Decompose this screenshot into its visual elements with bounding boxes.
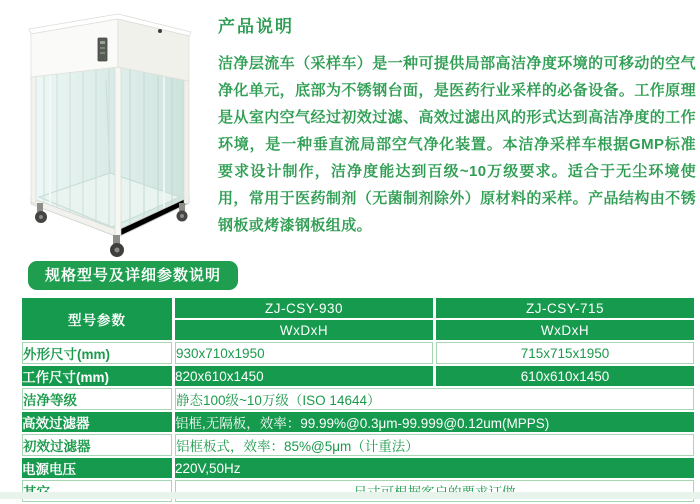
row-value: 铝框,无隔板，效率：99.99%@0.3μm-99.999@0.12um(MPPS) <box>175 412 694 432</box>
row-value: 铝框板式，效率：85%@5μm（计重法） <box>175 434 694 456</box>
row-label: 工作尺寸(mm) <box>22 366 172 386</box>
row-label: 外形尺寸(mm) <box>22 342 172 364</box>
table-row <box>22 458 694 478</box>
table-row <box>22 388 694 410</box>
row-value: 820x610x1450 <box>175 366 433 386</box>
model-header: ZJ-CSY-715 <box>436 298 694 318</box>
clean-cart-illustration <box>12 5 208 265</box>
row-value: 930x710x1950 <box>175 342 433 364</box>
product-photo <box>12 5 208 265</box>
row-value: 220V,50Hz <box>175 458 694 478</box>
table-row <box>22 434 694 456</box>
product-description: 洁净层流车（采样车）是一种可提供局部高洁净度环境的可移动的空气净化单元，底部为不锈钢台面，是医药行业采样的必备设备。工作原理是从室内空气经过初效过滤、高效过滤出风的形式达到高洁净度的工作环境，是一种垂直流局部空气净化装置。本洁净采样车根据GMP标准要求设计制作，洁净度能达到百级~10万级要求。适合于无尘环境使用，常用于医药制剂（无菌制剂除外）原材料的采样。产品结构由不锈钢板或烤漆钢板组成。 <box>218 55 696 234</box>
row-value: 静态100级~10万级（ISO 14644） <box>175 388 694 410</box>
model-header: ZJ-CSY-930 <box>175 298 433 318</box>
row-label: 初效过滤器 <box>22 434 172 456</box>
bottom-strip <box>0 492 700 499</box>
latch-dot <box>158 29 162 33</box>
product-title: 产品说明 <box>218 17 294 36</box>
row-label: 高效过滤器 <box>22 412 172 432</box>
row-value: 715x715x1950 <box>436 342 694 364</box>
table-row <box>22 342 694 364</box>
dims-header: WxDxH <box>436 320 694 340</box>
row-label: 洁净等级 <box>22 388 172 410</box>
table-row <box>22 412 694 432</box>
spec-table <box>19 296 697 504</box>
section-badge: 规格型号及详细参数说明 <box>28 261 238 290</box>
row-value: 610x610x1450 <box>436 366 694 386</box>
description-section <box>218 12 696 239</box>
dims-header: WxDxH <box>175 320 433 340</box>
corner-header: 型号参数 <box>22 298 172 340</box>
row-label: 电源电压 <box>22 458 172 478</box>
table-row <box>22 366 694 386</box>
table-header-row-models <box>22 298 694 318</box>
